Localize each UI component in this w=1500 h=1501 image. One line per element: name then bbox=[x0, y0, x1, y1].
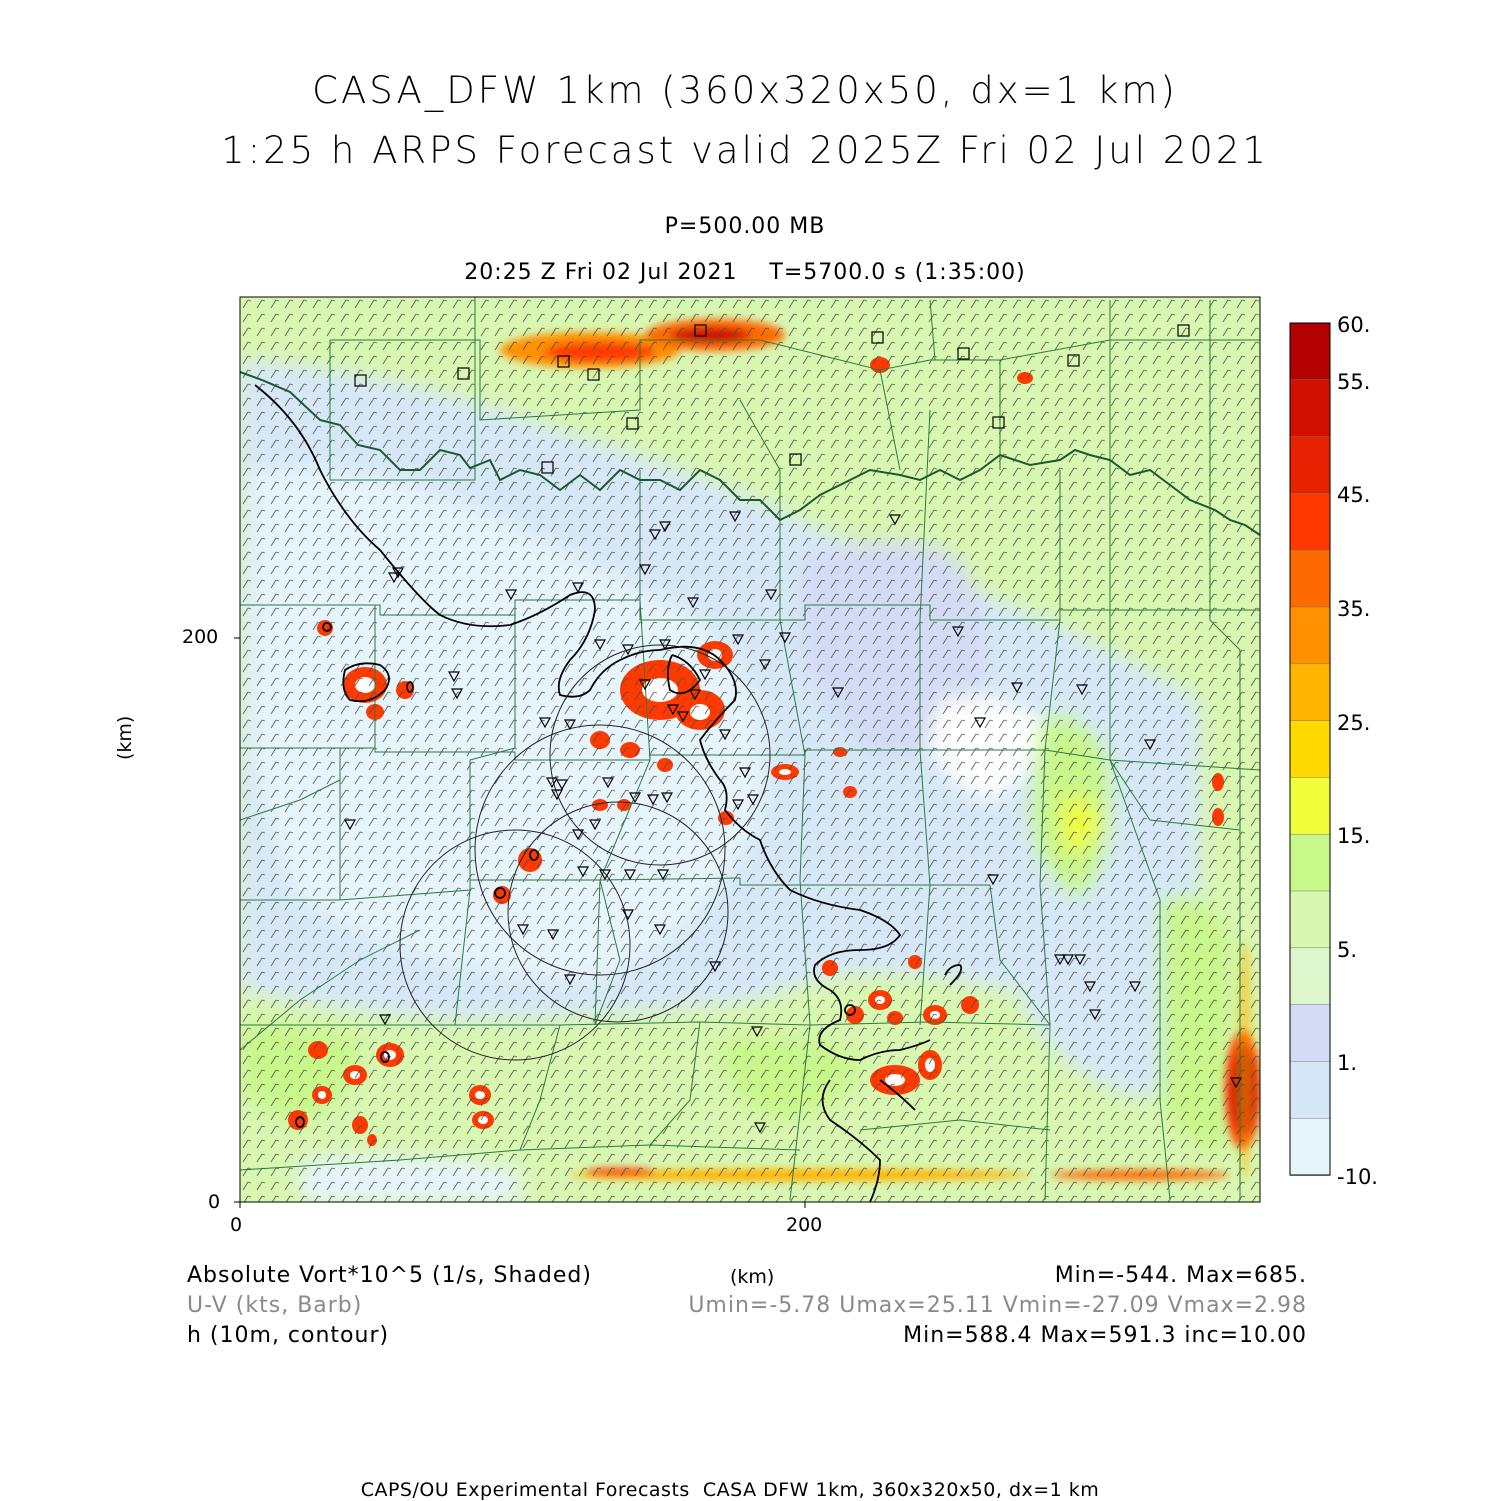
colorbar-swatch bbox=[1290, 380, 1330, 437]
colorbar-label: 55. bbox=[1337, 369, 1371, 394]
colorbar-swatch bbox=[1290, 777, 1330, 834]
field-wind-stats: Umin=-5.78 Umax=25.11 Vmin=-27.09 Vmax=2.98 bbox=[688, 1293, 1307, 1318]
colorbar-swatch bbox=[1290, 437, 1330, 494]
colorbar-swatch bbox=[1290, 550, 1330, 607]
colorbar-swatch bbox=[1290, 834, 1330, 891]
colorbar-swatch bbox=[1290, 493, 1330, 550]
colorbar-label: 60. bbox=[1337, 313, 1371, 337]
colorbar-swatch bbox=[1290, 1118, 1330, 1175]
x-axis-label: (km) bbox=[730, 1266, 775, 1288]
field-wind-label: U-V (kts, Barb) bbox=[187, 1293, 363, 1318]
shaded-field bbox=[240, 297, 1261, 1202]
colorbar-label: 25. bbox=[1337, 710, 1371, 735]
colorbar-label: 15. bbox=[1337, 824, 1371, 849]
valid-time: 20:25 Z Fri 02 Jul 2021 T=5700.0 s (1:35:00) bbox=[464, 260, 1026, 285]
colorbar-swatch bbox=[1290, 891, 1330, 948]
colorbar-label: 35. bbox=[1337, 597, 1371, 621]
x-tick-0: 0 bbox=[230, 1214, 243, 1236]
credit-line: CAPS/OU Experimental Forecasts CASA DFW 1km, 360x320x50, dx=1 km bbox=[360, 1479, 1100, 1501]
colorbar-swatch bbox=[1290, 1061, 1330, 1118]
colorbar-label: -10. bbox=[1337, 1165, 1378, 1189]
field-vorticity-label: Absolute Vort*10^5 (1/s, Shaded) bbox=[187, 1263, 592, 1288]
colorbar-swatch bbox=[1290, 664, 1330, 721]
x-tick-200: 200 bbox=[786, 1214, 823, 1236]
field-height-label: h (10m, contour) bbox=[187, 1323, 390, 1348]
colorbar-swatch bbox=[1290, 721, 1330, 778]
field-vorticity-stats: Min=-544. Max=685. bbox=[1054, 1263, 1307, 1288]
colorbar-swatch bbox=[1290, 1005, 1330, 1062]
pressure-level: P=500.00 MB bbox=[664, 214, 826, 239]
title-line-2: 1:25 h ARPS Forecast valid 2025Z Fri 02 Jul 2021 bbox=[221, 129, 1269, 172]
colorbar-label: 45. bbox=[1337, 483, 1371, 508]
colorbar-swatch bbox=[1290, 948, 1330, 1005]
colorbar-label: 5. bbox=[1337, 937, 1358, 962]
colorbar-label: 1. bbox=[1337, 1051, 1358, 1076]
y-tick-0: 0 bbox=[208, 1191, 221, 1213]
y-axis-label: (km) bbox=[114, 715, 136, 760]
y-tick-200: 200 bbox=[182, 626, 219, 648]
colorbar-swatch bbox=[1290, 323, 1330, 380]
wind-barbs bbox=[240, 297, 1260, 1202]
title-line-1: CASA_DFW 1km (360x320x50, dx=1 km) bbox=[312, 69, 1178, 112]
colorbar bbox=[1290, 323, 1330, 1176]
colorbar-swatch bbox=[1290, 607, 1330, 664]
field-height-stats: Min=588.4 Max=591.3 inc=10.00 bbox=[903, 1323, 1307, 1348]
